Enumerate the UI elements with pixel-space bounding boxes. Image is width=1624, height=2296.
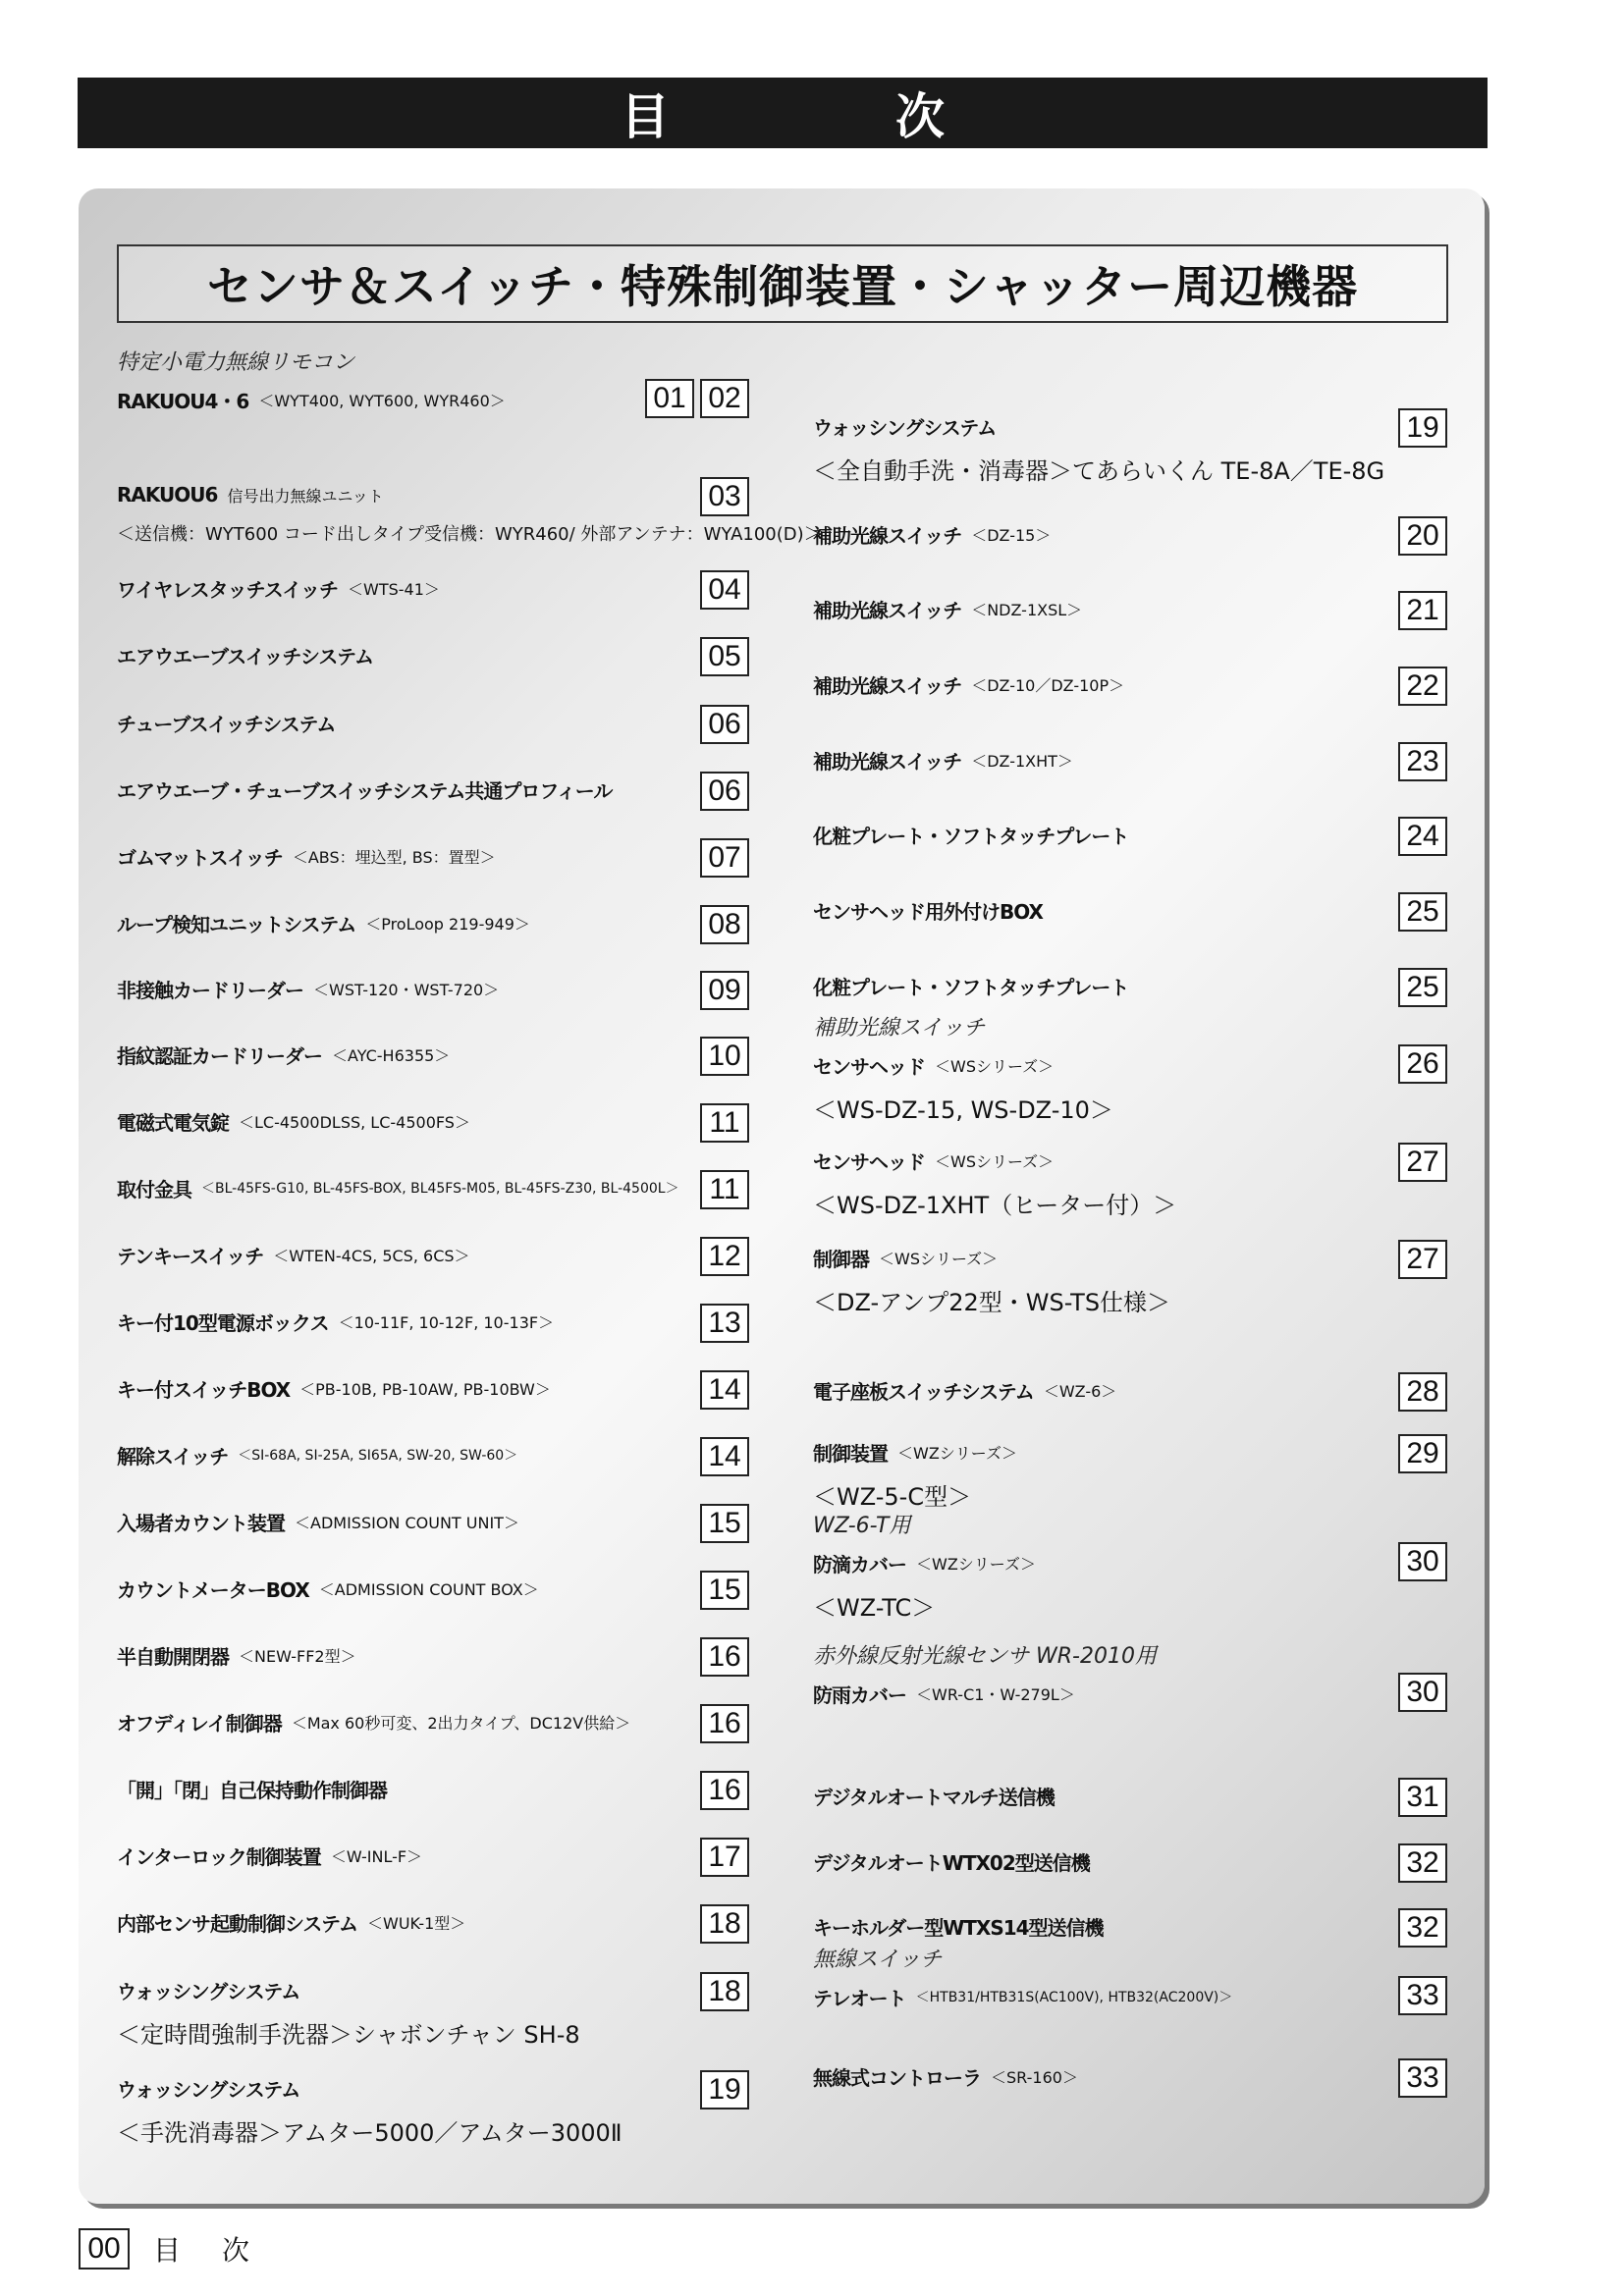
toc-entry-title: センサヘッド <box>813 1149 925 1174</box>
toc-entry-row <box>813 1838 1447 1885</box>
toc-entry[interactable] <box>117 1631 749 1679</box>
toc-page-number[interactable]: 08 <box>700 905 749 944</box>
toc-entry-model: ＜ProLoop 219-949＞ <box>365 914 530 934</box>
toc-entry[interactable] <box>117 1898 749 1946</box>
toc-entry-model: ＜WSシリーズ＞ <box>879 1249 999 1268</box>
toc-page-refs <box>1398 742 1447 781</box>
toc-entry-model: ＜WZシリーズ＞ <box>897 1443 1017 1463</box>
toc-page-refs <box>700 1704 749 1743</box>
toc-entry-row <box>117 1966 749 2013</box>
toc-entry-title: 半自動開閉器 <box>117 1644 229 1669</box>
toc-entry-row <box>813 1539 1447 1586</box>
toc-page-refs <box>700 1370 749 1410</box>
toc-entry[interactable] <box>117 899 749 946</box>
toc-page-refs <box>700 705 749 744</box>
toc-entry-row <box>117 899 749 946</box>
toc-page-number[interactable]: 06 <box>700 705 749 744</box>
toc-page-number[interactable]: 25 <box>1398 892 1447 932</box>
toc-entry-title: 電磁式電気錠 <box>117 1110 229 1135</box>
toc-entry-title: ウォッシングシステム <box>117 1979 300 2003</box>
toc-entry[interactable] <box>117 1498 749 1545</box>
toc-entry[interactable] <box>117 965 749 1012</box>
toc-entry-model: ＜WTEN-4CS, 5CS, 6CS＞ <box>273 1246 470 1265</box>
toc-page-number[interactable]: 12 <box>700 1237 749 1276</box>
toc-page-refs <box>1398 408 1447 448</box>
toc-entry-title: オフディレイ制御器 <box>117 1711 282 1735</box>
toc-entry-model: ＜WZシリーズ＞ <box>916 1554 1036 1574</box>
toc-entry-title: カウントメーターBOX <box>117 1577 309 1602</box>
toc-entry-row <box>117 1765 749 1812</box>
toc-entry-row <box>117 766 749 813</box>
toc-page-number[interactable]: 28 <box>1398 1372 1447 1412</box>
toc-page-refs <box>700 1304 749 1343</box>
toc-entry-model: ＜BL-45FS-G10, BL-45FS-BOX, BL45FS-M05, BL-45FS-Z30, BL-4500L＞ <box>201 1181 679 1197</box>
toc-page-refs <box>700 1771 749 1810</box>
toc-page-number[interactable]: 14 <box>700 1437 749 1476</box>
toc-entry-row <box>117 1431 749 1478</box>
toc-entry[interactable] <box>117 832 749 880</box>
toc-page-refs <box>700 1504 749 1543</box>
toc-page-refs <box>1398 1908 1447 1948</box>
toc-page-number[interactable]: 14 <box>700 1370 749 1410</box>
toc-entry-row <box>813 2053 1447 2100</box>
toc-entry-subtitle: ＜全自動手洗・消毒器＞てあらいくん TE-8A／TE-8G <box>813 457 1385 485</box>
toc-entry-title: 防雨カバー <box>813 1682 906 1707</box>
toc-entry-model: ＜WR-C1・W-279L＞ <box>916 1684 1075 1704</box>
footer-page-number: 00 <box>79 2228 130 2269</box>
toc-page-refs <box>1398 516 1447 556</box>
toc-entry-row <box>813 962 1447 1009</box>
toc-page-number[interactable]: 22 <box>1398 667 1447 706</box>
toc-page-refs <box>700 1838 749 1877</box>
toc-entry-title: 制御装置 <box>813 1441 888 1466</box>
toc-page-number[interactable]: 24 <box>1398 817 1447 856</box>
toc-entry-title: デジタルオートマルチ送信機 <box>813 1785 1055 1809</box>
toc-entry-title: RAKUOU4・6 <box>117 389 249 413</box>
toc-entry-row <box>117 1832 749 1879</box>
toc-entry-title: 化粧プレート・ソフトタッチプレート <box>813 975 1129 999</box>
toc-entry[interactable] <box>813 1509 1447 1623</box>
toc-entry-subtitle: ＜手洗消毒器＞アムター5000／アムター3000Ⅱ <box>117 2119 623 2147</box>
toc-entry-title: 取付金具 <box>117 1177 191 1201</box>
toc-entry[interactable] <box>117 1966 749 2050</box>
toc-entry[interactable] <box>117 1698 749 1745</box>
toc-page-refs <box>700 1103 749 1143</box>
toc-entry-title: 指紋認証カードリーダー <box>117 1043 322 1068</box>
toc-entry-row <box>117 1698 749 1745</box>
toc-entry-row <box>813 1973 1447 2020</box>
toc-page-number[interactable]: 18 <box>700 1972 749 2011</box>
toc-page-number[interactable]: 07 <box>700 838 749 878</box>
toc-entry-row <box>813 661 1447 708</box>
toc-entry-row <box>813 1234 1447 1281</box>
toc-page-refs <box>700 838 749 878</box>
toc-entry-model: ＜NEW-FF2型＞ <box>239 1646 356 1666</box>
toc-entry-subtitle: ＜DZ-アンプ22型・WS-TS仕様＞ <box>813 1289 1171 1316</box>
toc-page-number[interactable]: 13 <box>700 1304 749 1343</box>
toc-entry[interactable] <box>117 1364 749 1412</box>
toc-category-label: WZ-6-T用 <box>813 1514 911 1538</box>
toc-entry[interactable] <box>117 1298 749 1345</box>
toc-entry[interactable] <box>813 1137 1447 1220</box>
toc-entry-model: ＜W-INL-F＞ <box>330 1846 423 1866</box>
toc-entry-title: 解除スイッチ <box>117 1444 229 1468</box>
toc-entry-model: ＜ABS：埋込型, BS：置型＞ <box>292 847 496 867</box>
toc-page-number[interactable]: 04 <box>700 570 749 610</box>
toc-entry-title: センサヘッド用外付けBOX <box>813 899 1043 924</box>
toc-entry[interactable] <box>117 2064 749 2148</box>
toc-entry-title: インターロック制御装置 <box>117 1844 321 1869</box>
toc-category-label: 補助光線スイッチ <box>813 1016 986 1041</box>
toc-entry-model: ＜WTS-41＞ <box>348 579 440 599</box>
toc-page-number[interactable]: 11 <box>700 1103 749 1143</box>
toc-entry-title: テレオート <box>813 1986 906 2010</box>
toc-page-number[interactable]: 25 <box>1398 968 1447 1007</box>
toc-entry-row <box>117 1164 749 1211</box>
toc-entry-row <box>117 1565 749 1612</box>
toc-entry-title: エアウエーブ・チューブスイッチシステム共通プロフィール <box>117 778 613 803</box>
toc-page-number[interactable]: 33 <box>1398 2058 1447 2098</box>
toc-entry-title: ワイヤレスタッチスイッチ <box>117 577 338 602</box>
toc-entry-title: 電子座板スイッチシステム <box>813 1379 1034 1404</box>
toc-entry[interactable] <box>117 1164 749 1211</box>
toc-entry-row <box>117 1364 749 1412</box>
toc-entry-title: ループ検知ユニットシステム <box>117 912 356 936</box>
toc-entry[interactable] <box>813 1428 1447 1512</box>
toc-entry-row <box>813 1366 1447 1414</box>
toc-page-number[interactable]: 20 <box>1398 516 1447 556</box>
toc-page-refs <box>1398 2058 1447 2098</box>
toc-page-refs <box>700 971 749 1010</box>
toc-entry-row <box>117 699 749 746</box>
toc-entry[interactable] <box>813 811 1447 858</box>
toc-entry-row <box>117 631 749 678</box>
toc-entry[interactable] <box>813 736 1447 783</box>
toc-page-number[interactable]: 01 <box>645 379 694 418</box>
toc-entry-row <box>117 1898 749 1946</box>
toc-entry-model: ＜WYT400, WYT600, WYR460＞ <box>258 391 506 410</box>
toc-page-refs <box>1398 1240 1447 1279</box>
toc-page-refs <box>700 1237 749 1276</box>
toc-page-number[interactable]: 06 <box>700 772 749 811</box>
toc-entry[interactable] <box>117 346 749 423</box>
toc-category-label: 無線スイッチ <box>813 1948 943 1972</box>
toc-page-refs <box>700 637 749 676</box>
toc-page-number[interactable]: 09 <box>700 971 749 1010</box>
toc-entry[interactable] <box>813 1234 1447 1317</box>
toc-page-refs <box>700 772 749 811</box>
toc-page-refs <box>1398 1044 1447 1084</box>
page-header <box>78 78 1488 148</box>
toc-entry[interactable] <box>117 564 749 612</box>
toc-entry-row <box>117 1631 749 1679</box>
toc-entry-row <box>813 585 1447 632</box>
toc-page-number[interactable]: 27 <box>1398 1240 1447 1279</box>
toc-entry-title: キー付スイッチBOX <box>117 1377 291 1402</box>
toc-entry-model: ＜WSシリーズ＞ <box>935 1056 1055 1076</box>
toc-page-refs <box>1398 1843 1447 1883</box>
toc-entry-title: 入場者カウント装置 <box>117 1511 285 1535</box>
toc-entry-model: ＜HTB31/HTB31S(AC100V), HTB32(AC200V)＞ <box>915 1990 1233 2005</box>
toc-page-number[interactable]: 29 <box>1398 1434 1447 1473</box>
toc-page-refs <box>1398 892 1447 932</box>
toc-entry-title: 化粧プレート・ソフトタッチプレート <box>813 824 1129 848</box>
toc-page-number[interactable]: 21 <box>1398 591 1447 630</box>
toc-entry-model: ＜DZ-10／DZ-10P＞ <box>971 675 1125 695</box>
toc-page-number[interactable]: 32 <box>1398 1843 1447 1883</box>
toc-entry[interactable] <box>813 510 1447 558</box>
toc-entry-row <box>117 1298 749 1345</box>
toc-entry-title: デジタルオートWTX02型送信機 <box>813 1850 1090 1875</box>
toc-entry-title: チューブスイッチシステム <box>117 712 336 736</box>
toc-entry-title: エアウエーブスイッチシステム <box>117 644 373 668</box>
toc-entry-subtitle: ＜WZ-5-C型＞ <box>813 1483 972 1511</box>
toc-page-number[interactable]: 32 <box>1398 1908 1447 1948</box>
toc-entry-title: 非接触カードリーダー <box>117 978 303 1002</box>
toc-entry-row <box>813 402 1447 450</box>
toc-page-refs <box>1398 591 1447 630</box>
toc-page-refs <box>1398 1372 1447 1412</box>
header-title-left: 目 <box>621 88 670 145</box>
toc-entry-row <box>813 1428 1447 1475</box>
toc-page-refs <box>645 379 749 418</box>
toc-entry-row <box>813 1041 1447 1089</box>
toc-entry[interactable] <box>813 1366 1447 1414</box>
toc-entry-row <box>117 965 749 1012</box>
toc-entry-row <box>813 811 1447 858</box>
toc-page-number[interactable]: 16 <box>700 1771 749 1810</box>
toc-entry-title: テンキースイッチ <box>117 1244 264 1268</box>
toc-page-refs <box>700 1637 749 1677</box>
section-title: センサ＆スイッチ・特殊制御装置・シャッター周辺機器 <box>117 244 1448 323</box>
toc-page-number[interactable]: 18 <box>700 1904 749 1944</box>
toc-entry-model: ＜WUK-1型＞ <box>367 1913 466 1933</box>
toc-entry-model: ＜Max 60秒可変、2出力タイプ、DC12V供給＞ <box>291 1713 631 1733</box>
toc-entry[interactable] <box>813 1943 1447 2020</box>
toc-entry-subtitle: ＜WZ-TC＞ <box>813 1594 936 1622</box>
toc-entry-row <box>813 510 1447 558</box>
toc-entry-model: ＜DZ-1XHT＞ <box>971 751 1073 771</box>
toc-page-number[interactable]: 30 <box>1398 1673 1447 1712</box>
toc-entry[interactable] <box>117 699 749 746</box>
toc-entry-model: ＜LC-4500DLSS, LC-4500FS＞ <box>239 1112 470 1132</box>
toc-page-refs <box>700 477 749 516</box>
toc-entry-title: 「開」「閉」自己保持動作制御器 <box>117 1778 387 1802</box>
toc-page-refs <box>700 1571 749 1610</box>
toc-page-number[interactable]: 26 <box>1398 1044 1447 1084</box>
toc-entry-row <box>117 564 749 612</box>
toc-page-number[interactable]: 03 <box>700 477 749 516</box>
toc-page-refs <box>1398 1143 1447 1182</box>
toc-entry-title: ウォッシングシステム <box>117 2077 300 2102</box>
toc-entry[interactable] <box>117 1231 749 1278</box>
toc-entry[interactable] <box>813 962 1447 1009</box>
toc-entry-model: ＜ADMISSION COUNT BOX＞ <box>318 1579 539 1599</box>
toc-page-refs <box>700 1437 749 1476</box>
toc-entry-model: ＜WSシリーズ＞ <box>935 1151 1055 1171</box>
toc-page-number[interactable]: 30 <box>1398 1542 1447 1581</box>
toc-page-refs <box>700 2070 749 2109</box>
toc-entry[interactable] <box>117 1097 749 1145</box>
toc-page-refs <box>1398 968 1447 1007</box>
toc-page-number[interactable]: 33 <box>1398 1976 1447 2015</box>
toc-entry-model: ＜ADMISSION COUNT UNIT＞ <box>295 1513 519 1532</box>
toc-page-refs <box>1398 667 1447 706</box>
toc-page-refs <box>700 570 749 610</box>
toc-page-refs <box>700 1972 749 2011</box>
toc-page-refs <box>1398 1673 1447 1712</box>
toc-page-number[interactable]: 15 <box>700 1571 749 1610</box>
toc-entry-title: 内部センサ起動制御システム <box>117 1911 357 1936</box>
toc-entry-model: ＜SI-68A, SI-25A, SI65A, SW-20, SW-60＞ <box>238 1448 518 1464</box>
toc-entry-model: ＜AYC-H6355＞ <box>332 1045 451 1065</box>
toc-page-number[interactable]: 17 <box>700 1838 749 1877</box>
toc-entry-model: ＜WZ-6＞ <box>1043 1381 1117 1401</box>
toc-entry-title: キー付10型電源ボックス <box>117 1310 329 1335</box>
toc-entry-model: ＜10-11F, 10-12F, 10-13F＞ <box>338 1312 555 1332</box>
toc-entry-subtitle: ＜定時間強制手洗器＞シャボンチャン SH-8 <box>117 2021 580 2049</box>
toc-entry-row <box>813 886 1447 934</box>
toc-entry[interactable] <box>813 886 1447 934</box>
toc-entry-title: 無線式コントローラ <box>813 2065 981 2090</box>
toc-entry[interactable] <box>813 2053 1447 2100</box>
toc-category-label: 赤外線反射光線センサ WR-2010用 <box>813 1644 1157 1669</box>
toc-entry-row <box>117 2064 749 2111</box>
page-footer <box>79 2228 291 2269</box>
toc-page-number[interactable]: 16 <box>700 1704 749 1743</box>
toc-entry-title: 補助光線スイッチ <box>813 673 962 698</box>
toc-entry-row <box>117 1097 749 1145</box>
toc-entry[interactable] <box>117 1765 749 1812</box>
toc-entry-title: 補助光線スイッチ <box>813 598 962 622</box>
toc-page-refs <box>700 1037 749 1076</box>
toc-entry-title: 補助光線スイッチ <box>813 523 962 548</box>
toc-entry-title: 防滴カバー <box>813 1552 906 1576</box>
toc-entry-row <box>117 1498 749 1545</box>
toc-entry[interactable] <box>813 1639 1447 1717</box>
toc-page-refs <box>700 905 749 944</box>
toc-entry-subtitle: ＜送信機：WYT600 コード出しタイプ受信機：WYR460/ 外部アンテナ：WYA100(D)＞ <box>117 524 822 545</box>
toc-category-label: 特定小電力無線リモコン <box>117 350 355 375</box>
toc-page-number[interactable]: 16 <box>700 1637 749 1677</box>
toc-entry[interactable] <box>813 402 1447 486</box>
toc-entry[interactable] <box>117 471 822 546</box>
toc-page-refs <box>700 1904 749 1944</box>
toc-entry-model: ＜WST-120・WST-720＞ <box>313 980 500 999</box>
toc-entry[interactable] <box>117 1565 749 1612</box>
toc-page-number[interactable]: 19 <box>1398 408 1447 448</box>
toc-entry-row <box>813 736 1447 783</box>
toc-entry[interactable] <box>117 766 749 813</box>
toc-page-number[interactable]: 10 <box>700 1037 749 1076</box>
toc-entry[interactable] <box>117 631 749 678</box>
toc-entry-title: キーホルダー型WTXS14型送信機 <box>813 1915 1104 1940</box>
toc-page-number[interactable]: 02 <box>700 379 749 418</box>
toc-entry[interactable] <box>117 1431 749 1478</box>
toc-entry-title: 補助光線スイッチ <box>813 749 962 774</box>
toc-entry-title: ウォッシングシステム <box>813 415 997 440</box>
toc-entry-model: 信号出力無線ユニット <box>227 486 384 506</box>
toc-entry-subtitle: ＜WS-DZ-15, WS-DZ-10＞ <box>813 1096 1113 1124</box>
toc-entry-title: 制御器 <box>813 1247 869 1271</box>
toc-entry[interactable] <box>813 585 1447 632</box>
toc-entry-model: ＜DZ-15＞ <box>971 525 1052 545</box>
toc-entry-model: ＜PB-10B, PB-10AW, PB-10BW＞ <box>299 1379 551 1399</box>
toc-page-number[interactable]: 11 <box>700 1170 749 1209</box>
toc-entry[interactable] <box>813 1772 1447 1819</box>
toc-entry-model: ＜NDZ-1XSL＞ <box>971 600 1083 619</box>
toc-page-refs <box>700 1170 749 1209</box>
toc-entry-title: センサヘッド <box>813 1054 925 1079</box>
header-title-right: 次 <box>895 88 945 145</box>
toc-entry-row <box>117 471 749 518</box>
toc-entry-row <box>813 1670 1447 1717</box>
toc-page-number[interactable]: 05 <box>700 637 749 676</box>
toc-entry-title: RAKUOU6 <box>117 483 218 507</box>
toc-entry-subtitle: ＜WS-DZ-1XHT（ヒーター付）＞ <box>813 1192 1177 1219</box>
toc-page-refs <box>1398 1778 1447 1817</box>
toc-entry[interactable] <box>813 661 1447 708</box>
toc-entry-model: ＜SR-160＞ <box>991 2067 1078 2087</box>
toc-page-refs <box>1398 1542 1447 1581</box>
toc-entry[interactable] <box>813 1838 1447 1885</box>
toc-page-number[interactable]: 23 <box>1398 742 1447 781</box>
toc-entry-title: ゴムマットスイッチ <box>117 845 283 870</box>
toc-entry-row <box>117 1231 749 1278</box>
toc-entry[interactable] <box>117 1031 749 1078</box>
toc-entry[interactable] <box>117 1832 749 1879</box>
toc-page-refs <box>1398 1976 1447 2015</box>
toc-page-number[interactable]: 15 <box>700 1504 749 1543</box>
toc-entry-row <box>117 1031 749 1078</box>
footer-label: 目次 <box>153 2234 292 2267</box>
toc-page-number[interactable]: 27 <box>1398 1143 1447 1182</box>
toc-page-refs <box>1398 817 1447 856</box>
toc-page-number[interactable]: 31 <box>1398 1778 1447 1817</box>
toc-entry-row <box>813 1137 1447 1184</box>
toc-entry-row <box>813 1772 1447 1819</box>
toc-entry[interactable] <box>813 1011 1447 1125</box>
toc-entry-row <box>117 832 749 880</box>
toc-page-number[interactable]: 19 <box>700 2070 749 2109</box>
toc-page-refs <box>1398 1434 1447 1473</box>
